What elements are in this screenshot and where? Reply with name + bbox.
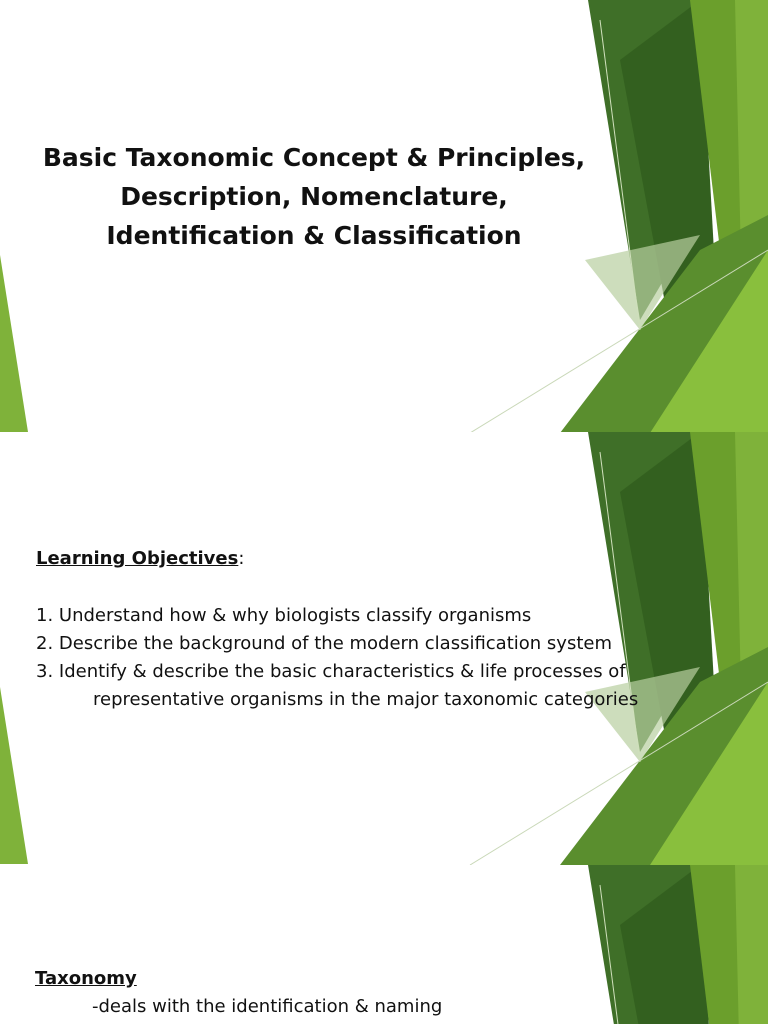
objectives-list [36,602,736,714]
taxonomy-heading: Taxonomy [35,968,137,989]
objective-item: 1. Understand how & why biologists classify organisms [36,605,532,626]
slide-title [0,0,768,432]
objective-item: 3. Identify & describe the basic characteristics & life processes of [36,661,626,682]
objective-item-continuation: representative organisms in the major taxonomic categories [93,689,639,710]
objective-item: 2. Describe the background of the modern classification system [36,633,612,654]
taxonomy-definition: -deals with the identification & naming [92,996,443,1017]
slide-title-text: Basic Taxonomic Concept & Principles, Description, Nomenclature, Identification & Classification [42,143,586,250]
slide-taxonomy [0,865,768,1024]
objectives-heading: Learning Objectives: [36,548,245,569]
slide-learning-objectives [0,432,768,865]
